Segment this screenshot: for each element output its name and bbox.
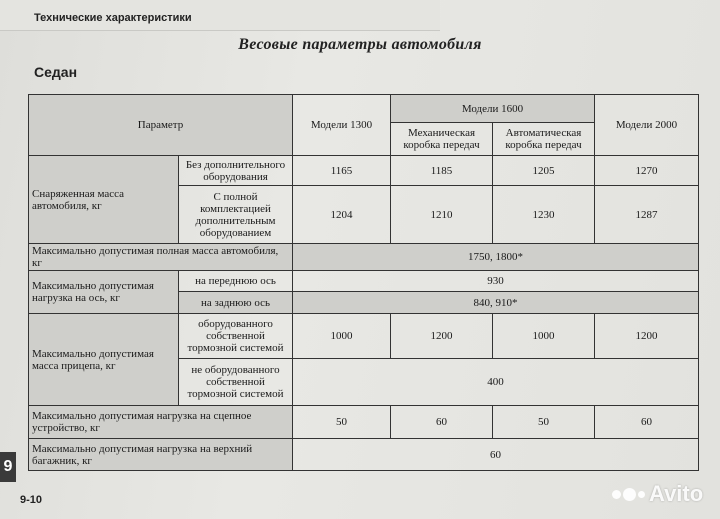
weight-parameters-table [28,94,699,471]
axle-load-front-value: 930 [293,271,699,292]
trailer-unbraked-label: не оборудованного собственной тормозной системой [179,359,293,406]
coupling-load-manual: 60 [391,406,493,439]
curb-mass-base-auto: 1205 [493,156,595,186]
curb-mass-base-manual: 1185 [391,156,493,186]
gross-mass-label: Максимально допустимая полная масса автомобиля, кг [29,244,293,271]
trailer-unbraked-value: 400 [293,359,699,406]
avito-watermark [612,480,703,508]
curb-mass-label: Снаряженная масса автомобиля, кг [29,156,179,244]
axle-load-label: Максимально допустимая нагрузка на ось, кг [29,271,179,314]
coupling-load-2000: 60 [595,406,699,439]
curb-mass-full-manual: 1210 [391,186,493,244]
header-manual-gearbox: Механическая коробка передач [391,123,493,156]
curb-mass-sub-base: Без дополнительного оборудования [179,156,293,186]
trailer-braked-auto: 1000 [493,314,595,359]
trailer-braked-2000: 1200 [595,314,699,359]
axle-load-rear-label: на заднюю ось [179,292,293,314]
avito-logo-icon [612,488,645,501]
roof-load-label: Максимально допустимая нагрузка на верхний багажник, кг [29,439,293,471]
header-model-1600: Модели 1600 [391,95,595,123]
curb-mass-base-1300: 1165 [293,156,391,186]
curb-mass-sub-full: С полной комплектацией дополнительным оборудованием [179,186,293,244]
axle-load-front-label: на переднюю ось [179,271,293,292]
trailer-braked-1300: 1000 [293,314,391,359]
curb-mass-full-auto: 1230 [493,186,595,244]
axle-load-rear-value: 840, 910* [293,292,699,314]
page-title: Весовые параметры автомобиля [238,36,482,53]
curb-mass-base-2000: 1270 [595,156,699,186]
section-title: Седан [34,64,78,80]
header-automatic-gearbox: Автоматическая коробка передач [493,123,595,156]
coupling-load-auto: 50 [493,406,595,439]
running-title: Технические характеристики [34,12,192,24]
page-number: 9-10 [20,494,43,506]
curb-mass-full-2000: 1287 [595,186,699,244]
coupling-load-1300: 50 [293,406,391,439]
trailer-braked-manual: 1200 [391,314,493,359]
roof-load-value: 60 [293,439,699,471]
chapter-tab: 9 [0,452,16,482]
trailer-braked-label: оборудованного собственной тормозной системой [179,314,293,359]
trailer-mass-label: Максимально допустимая масса прицепа, кг [29,314,179,406]
curb-mass-full-1300: 1204 [293,186,391,244]
gross-mass-value: 1750, 1800* [293,244,699,271]
header-parameter: Параметр [29,95,293,156]
header-model-1300: Модели 1300 [293,95,391,156]
watermark-text: Avito [649,481,704,506]
header-model-2000: Модели 2000 [595,95,699,156]
coupling-load-label: Максимально допустимая нагрузка на сцепное устройство, кг [29,406,293,439]
